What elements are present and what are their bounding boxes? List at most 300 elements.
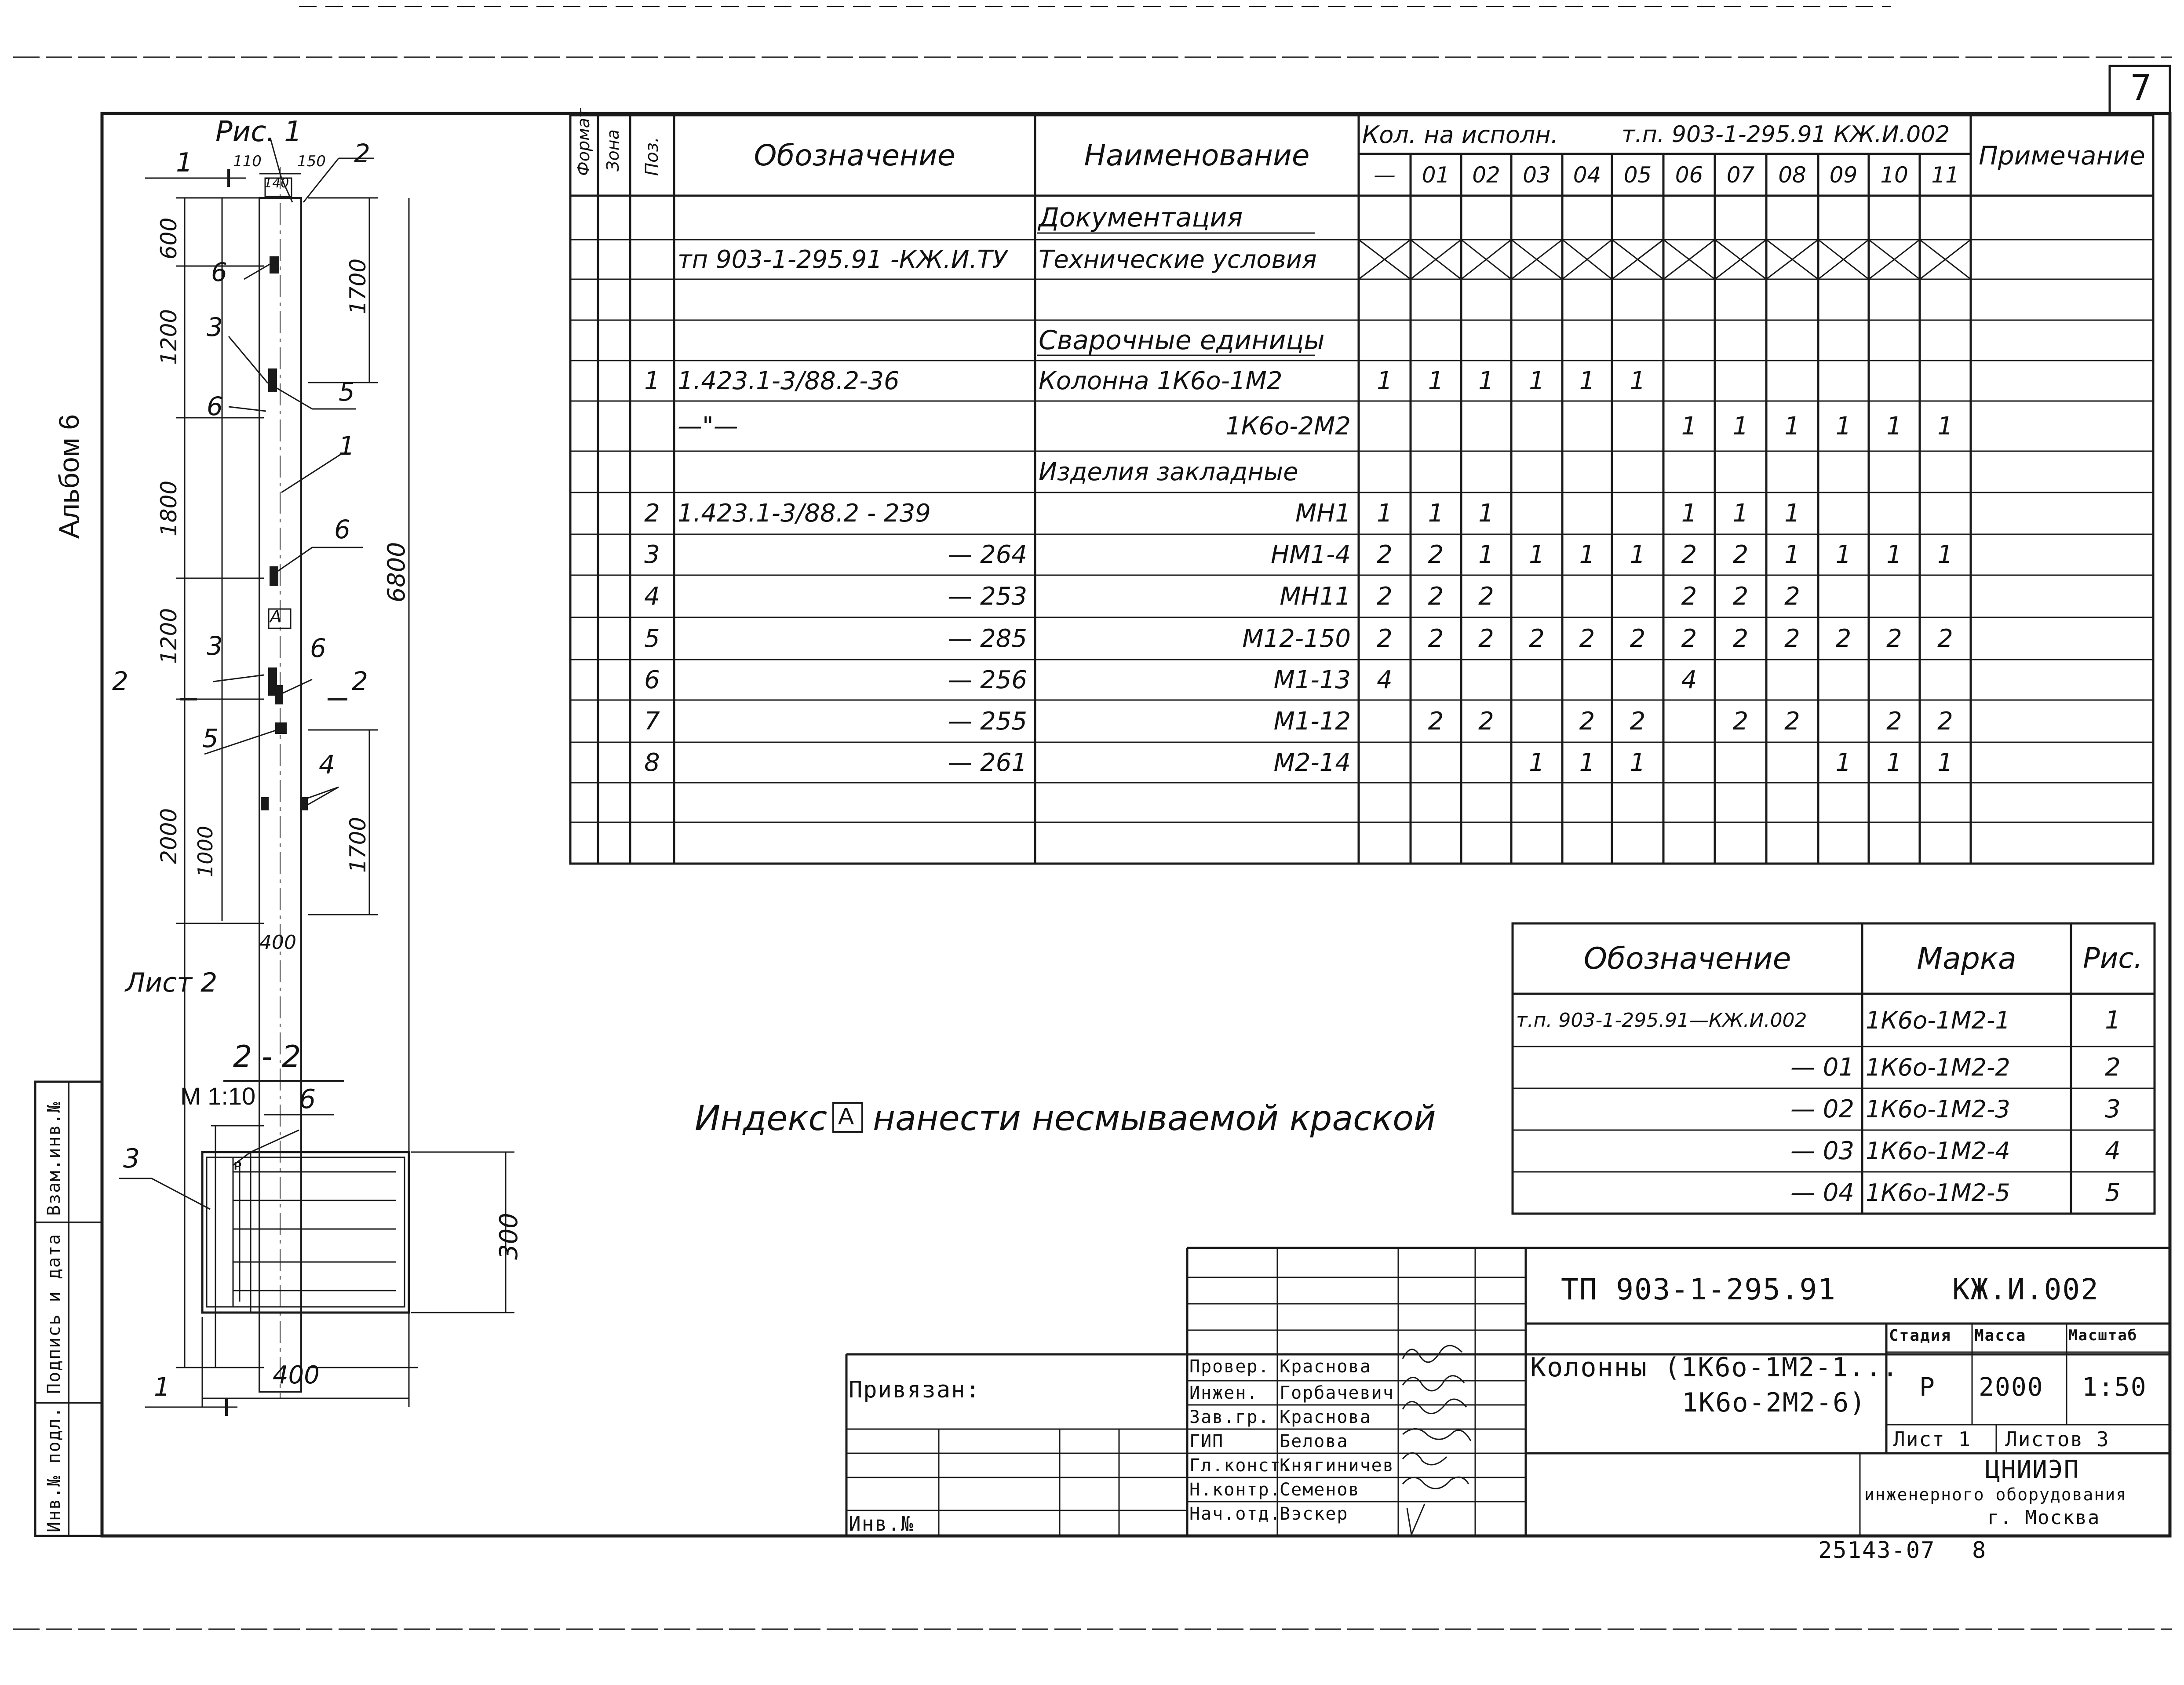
section22-title: 2 - 2 [233,1039,301,1074]
spec-row-designation [674,451,1035,492]
spec-row-name: Изделия закладные [1039,457,1298,486]
spec-row-qty [1511,240,1562,279]
spec-row-qty [1461,660,1511,700]
spec-row-qty: 1 [1681,499,1697,528]
exec-column-header: 10 [1880,162,1908,188]
spec-row-qty [1461,783,1511,822]
spec-row-qty [1715,320,1766,361]
spec-row-qty: 2 [1579,624,1595,653]
spec-row-qty: 2 [1886,624,1902,653]
spec-row-qty [1766,279,1818,320]
section22-scale: М 1:10 [180,1082,256,1110]
archive-suffix: 8 [1972,1537,1987,1564]
dim-1700-bottom: 1700 [345,817,371,873]
spec-row-qty: 1 [1529,366,1545,395]
spec-row-qty [1511,320,1562,361]
spec-row-qty [1461,320,1511,361]
section22-label-3: 3 [123,1143,140,1174]
spec-row-qty [1869,196,1920,240]
section22-drawing [119,1081,514,1407]
dim-140: 140 [264,175,289,191]
label-section-1-bottom: 1 [154,1372,170,1402]
spec-row-qty: 2 [1428,624,1444,653]
signer-role: Гл.конст. [1189,1455,1293,1476]
spec-row-qty [1818,700,1869,742]
spec-row-qty [1511,660,1562,700]
spec-row-qty [1663,783,1715,822]
dim-400: 400 [259,931,296,954]
spec-row-qty: 1 [1630,540,1646,569]
spec-row-qty [1612,279,1663,320]
label-pos-2-top: 2 [354,139,370,168]
spec-row-qty [1461,822,1511,864]
marks-row-designation: — 03 [1790,1137,1854,1165]
spec-row-qty: 2 [1428,707,1444,736]
marks-row-fig: 5 [2105,1178,2121,1207]
spec-row-qty [1715,822,1766,864]
spec-row-designation [674,196,1035,240]
spec-row-pos [630,451,674,492]
spec-row-qty [1359,401,1411,451]
spec-row-qty: 2 [1377,624,1393,653]
title-mass: 2000 [1979,1372,2044,1402]
spec-row-qty: 2 [1529,624,1545,653]
spec-row-qty [1612,196,1663,240]
marks-row-mark: 1К6о-1М2-3 [1866,1095,2010,1123]
spec-row-qty: 1 [1835,748,1852,777]
spec-row-qty [1920,492,1971,534]
spec-row-pos: 2 [644,499,660,528]
spec-row-qty: 1 [1732,499,1749,528]
title-project: ТП 903-1-295.91 [1561,1273,1837,1306]
spec-row-qty [1511,451,1562,492]
spec-row-qty: 2 [1579,707,1595,736]
title-inv-label: Инв.№ [849,1512,914,1535]
spec-row-qty: 2 [1478,582,1494,611]
title-sheets: Листов 3 [2005,1427,2110,1451]
spec-row-qty [1818,320,1869,361]
spec-row-name [1035,783,1359,822]
spec-row-qty [1359,822,1411,864]
spec-row-qty [1612,401,1663,451]
spec-row-name: Технические условия [1039,245,1317,274]
spec-row-name [1035,822,1359,864]
label-section-1-top: 1 [176,147,193,178]
spec-row-qty [1818,361,1869,401]
title-scale: 1:50 [2082,1372,2147,1402]
spec-row-qty: 2 [1681,624,1697,653]
label-pos-6-a: 6 [211,257,227,287]
spec-row-qty [1715,742,1766,783]
spec-row-qty [1715,660,1766,700]
title-org-3: г. Москва [1987,1506,2100,1529]
spec-row-qty: 2 [1732,540,1749,569]
spec-row-qty [1663,320,1715,361]
spec-row-qty [1869,783,1920,822]
label-pos-6-d: 6 [310,633,326,663]
stamp-inv-original: Инв.№ подл. [44,1406,64,1532]
dim-1200-bottom: 1200 [156,608,182,664]
exec-column-header: 11 [1931,162,1959,188]
spec-row-qty [1562,401,1612,451]
spec-row-qty: 1 [1428,499,1444,528]
spec-row-qty: 4 [1377,665,1393,694]
spec-row-qty: 2 [1784,624,1800,653]
signatures [1403,1346,1471,1535]
spec-row-pos [630,279,674,320]
spec-row-pos [630,783,674,822]
spec-header-designation: Обозначение [754,139,955,172]
spec-row-qty [1766,196,1818,240]
spec-row-qty: 2 [1937,707,1953,736]
spec-row-qty: 2 [1937,624,1953,653]
spec-row-qty [1359,240,1411,279]
spec-row-qty [1766,320,1818,361]
index-note-before: Индекс [695,1099,828,1138]
spec-row-qty: 1 [1886,748,1902,777]
spec-row-qty: 1 [1529,748,1545,777]
spec-row-qty: 2 [1681,582,1697,611]
spec-row-qty [1663,240,1715,279]
dim-150: 150 [297,153,326,170]
label-pos-5-b: 5 [202,723,219,753]
spec-row-qty [1612,822,1663,864]
spec-row-designation [674,320,1035,361]
spec-row-qty [1461,451,1511,492]
spec-row-qty [1663,742,1715,783]
signer-name: Белова [1280,1431,1349,1452]
spec-row-qty [1766,783,1818,822]
signer-name: Краснова [1280,1357,1371,1377]
spec-row-qty [1359,783,1411,822]
marks-header-fig: Рис. [2083,942,2143,975]
spec-header-qty-doc: т.п. 903-1-295.91 КЖ.И.002 [1622,121,1950,148]
spec-row-qty: 1 [1886,540,1902,569]
spec-row-qty: 1 [1478,499,1494,528]
spec-row-name: МН11 [1280,582,1351,611]
spec-row-qty [1461,196,1511,240]
label-section-2-right: 2 [352,666,368,696]
spec-row-qty [1511,492,1562,534]
spec-row-pos: 8 [644,748,660,777]
spec-row-qty [1562,575,1612,617]
spec-row-qty: 1 [1937,748,1953,777]
spec-row-name: МН1 [1295,499,1351,528]
spec-row-qty [1869,240,1920,279]
spec-header-zone: Зона [603,129,623,171]
spec-row-qty [1411,660,1461,700]
spec-row-qty: 2 [1428,582,1444,611]
spec-row-qty [1818,492,1869,534]
exec-column-header: 01 [1422,162,1450,188]
spec-row-pos: 6 [644,665,660,694]
spec-row-qty [1359,196,1411,240]
dim-1700-top: 1700 [345,258,371,314]
spec-row-qty [1411,279,1461,320]
spec-row-qty [1511,783,1562,822]
spec-row-designation: — 255 [948,707,1027,736]
spec-row-qty [1869,575,1920,617]
spec-row-qty: 1 [1937,540,1953,569]
spec-row-designation: — 253 [948,582,1027,611]
signer-name: Краснова [1280,1407,1371,1427]
spec-row-qty [1511,401,1562,451]
spec-row-qty [1766,660,1818,700]
marks-row-mark: 1К6о-1М2-2 [1866,1054,2010,1081]
spec-row-qty [1411,401,1461,451]
spec-row-qty [1920,575,1971,617]
spec-row-qty [1612,320,1663,361]
section22-rp: Р [234,1159,242,1172]
exec-column-header: 07 [1726,162,1755,188]
label-pos-1: 1 [339,431,355,461]
label-pos-3-a: 3 [207,312,223,342]
spec-row-qty: 1 [1784,499,1800,528]
spec-row-designation: — 261 [948,748,1027,777]
spec-row-qty [1511,700,1562,742]
signer-name: Вэскер [1280,1504,1349,1524]
spec-row-qty [1715,783,1766,822]
spec-row-qty [1612,240,1663,279]
marks-row-designation: — 01 [1790,1053,1854,1082]
spec-row-qty: 2 [1478,707,1494,736]
exec-column-header: 08 [1778,162,1806,188]
signer-role: Нач.отд. [1189,1504,1281,1524]
spec-row-name: Колонна 1К6о-1М2 [1039,366,1283,395]
spec-row-qty: 2 [1732,624,1749,653]
spec-row-qty [1818,783,1869,822]
marks-row-mark: 1К6о-1М2-1 [1866,1006,2010,1034]
label-pos-3-b: 3 [207,631,223,661]
spec-row-qty: 1 [1732,412,1749,441]
exec-column-header: 09 [1829,162,1858,188]
stamp-signature-date: Подпись и дата [44,1233,64,1394]
album-label: Альбом 6 [53,414,85,539]
stamp-replace-inv: Взам.инв.№ [44,1101,64,1216]
spec-row-qty [1411,451,1461,492]
spec-row-qty [1612,783,1663,822]
spec-header-note: Примечание [1979,140,2145,171]
spec-row-designation: — 285 [948,624,1027,653]
spec-row-qty: 2 [1732,582,1749,611]
spec-row-qty: 1 [1377,499,1393,528]
title-stage-label: Стадия [1889,1327,1952,1345]
signer-name: Горбачевич [1280,1383,1394,1403]
marks-row-mark: 1К6о-1М2-5 [1866,1179,2010,1207]
label-pos-5-a: 5 [339,377,355,407]
dim-1200-top: 1200 [156,309,182,365]
spec-row-qty [1411,240,1461,279]
spec-row-name [1035,279,1359,320]
spec-row-qty [1869,822,1920,864]
spec-row-qty [1411,783,1461,822]
title-line-1: Колонны (1К6о-1М2-1... [1530,1352,1899,1383]
signer-role: ГИП [1189,1431,1224,1452]
spec-row-designation: — 264 [948,540,1027,569]
title-sheet: Лист 1 [1893,1427,1972,1451]
exec-column-header: 06 [1675,162,1703,188]
signer-name: Семенов [1280,1480,1360,1500]
spec-row-qty [1869,320,1920,361]
spec-row-qty: 1 [1835,412,1852,441]
spec-row-designation: 1.423.1-3/88.2 - 239 [678,499,931,528]
spec-row-qty [1612,575,1663,617]
title-stage: Р [1919,1372,1936,1402]
spec-row-qty: 1 [1579,748,1595,777]
exec-column-header: 03 [1523,162,1551,188]
title-scale-label: Масштаб [2068,1327,2138,1344]
index-note-after: нанести несмываемой краской [873,1099,1436,1138]
spec-row-qty: 1 [1630,748,1646,777]
spec-row-designation: —"— [678,412,738,441]
spec-row-qty [1920,279,1971,320]
spec-row-qty [1663,196,1715,240]
spec-row-qty [1818,279,1869,320]
spec-row-qty [1359,700,1411,742]
spec-row-qty: 1 [1428,366,1444,395]
spec-row-qty [1461,240,1511,279]
marks-row-designation: т.п. 903-1-295.91—КЖ.И.002 [1516,1009,1807,1032]
spec-row-qty [1663,700,1715,742]
spec-row-pos [630,822,674,864]
spec-row-qty: 2 [1630,707,1646,736]
section22-dim-400: 400 [273,1361,320,1390]
spec-row-qty [1818,822,1869,864]
label-pos-4: 4 [319,750,335,780]
spec-header-pos: Поз. [642,137,662,176]
spec-row-qty [1461,401,1511,451]
dim-1000: 1000 [193,825,217,877]
spec-row-qty [1411,320,1461,361]
spec-row-qty: 2 [1835,624,1852,653]
spec-row-designation [674,783,1035,822]
spec-row-qty [1869,451,1920,492]
spec-row-qty [1920,240,1971,279]
spec-row-qty [1359,742,1411,783]
spec-row-qty [1663,361,1715,401]
spec-row-qty: 1 [1784,540,1800,569]
spec-row-qty [1920,320,1971,361]
marks-header-designation: Обозначение [1583,941,1791,976]
spec-row-qty [1411,196,1461,240]
spec-row-qty: 2 [1630,624,1646,653]
archive-number: 25143-07 [1818,1537,1936,1564]
spec-row-qty [1920,451,1971,492]
index-note-letter: А [838,1103,854,1130]
spec-row-name: М1-12 [1273,707,1351,736]
spec-row-qty [1562,783,1612,822]
spec-row-qty [1920,196,1971,240]
spec-row-qty: 2 [1681,540,1697,569]
spec-row-qty [1612,492,1663,534]
spec-row-designation: тп 903-1-295.91 -КЖ.И.ТУ [678,245,1007,274]
spec-row-qty: 2 [1732,707,1749,736]
marks-row-fig: 4 [2105,1137,2121,1165]
spec-row-qty [1869,279,1920,320]
spec-row-qty [1612,660,1663,700]
spec-row-qty: 2 [1784,707,1800,736]
spec-row-qty [1818,196,1869,240]
dim-600: 600 [156,217,182,259]
spec-row-qty [1715,279,1766,320]
marks-row-fig: 1 [2105,1006,2121,1035]
spec-row-pos: 3 [644,540,660,569]
spec-header-name: Наименование [1084,139,1310,172]
spec-row-pos: 7 [644,707,660,736]
spec-row-qty [1359,279,1411,320]
spec-row-qty [1715,451,1766,492]
spec-row-qty [1461,279,1511,320]
spec-row-qty: 1 [1937,412,1953,441]
label-section-2-left: 2 [112,666,128,696]
spec-row-qty [1562,279,1612,320]
spec-row-qty [1663,451,1715,492]
dim-6800: 6800 [383,542,410,602]
marks-row-fig: 3 [2105,1095,2121,1123]
spec-row-pos [630,196,674,240]
spec-row-name: 1К6о-2М2 [1225,412,1351,441]
spec-row-qty [1869,361,1920,401]
spec-row-qty: 2 [1478,624,1494,653]
title-org-2: инженерного оборудования [1864,1485,2127,1504]
spec-row-qty [1562,492,1612,534]
spec-row-name: НМ1-4 [1271,540,1351,569]
spec-row-pos [630,240,674,279]
spec-row-qty: 4 [1681,665,1697,694]
spec-row-qty [1818,240,1869,279]
spec-header-qty-prefix: Кол. на исполн. [1362,120,1558,149]
dim-1800: 1800 [156,480,182,536]
spec-row-qty [1461,742,1511,783]
spec-row-qty: 1 [1478,540,1494,569]
figure1-sheet-ref: Лист 2 [125,967,218,998]
spec-row-qty [1766,822,1818,864]
title-doc-code: КЖ.И.002 [1952,1273,2099,1306]
spec-row-pos [630,401,674,451]
label-pos-6-c: 6 [334,514,350,544]
dim-110: 110 [233,153,262,170]
spec-row-qty [1818,451,1869,492]
spec-row-qty [1562,822,1612,864]
marks-header-mark: Марка [1917,941,2016,976]
signer-role: Зав.гр. [1189,1407,1270,1427]
spec-row-qty [1562,240,1612,279]
spec-row-qty: 1 [1835,540,1852,569]
spec-row-qty: 2 [1784,582,1800,611]
spec-row-qty: 1 [1377,366,1393,395]
title-mass-label: Масса [1974,1327,2027,1345]
spec-row-name: М2-14 [1273,748,1351,777]
spec-row-qty [1663,822,1715,864]
spec-row-name: Сварочные единицы [1039,325,1325,356]
spec-row-qty [1920,361,1971,401]
spec-row-qty [1562,320,1612,361]
spec-header-format: Формат [574,108,593,176]
spec-row-qty [1663,279,1715,320]
spec-row-qty: 1 [1579,540,1595,569]
spec-row-name: М1-13 [1273,665,1351,694]
spec-row-qty [1715,361,1766,401]
exec-column-header: 04 [1573,162,1601,188]
spec-row-qty [1869,660,1920,700]
title-attached-label: Привязан: [849,1377,981,1403]
spec-row-designation: 1.423.1-3/88.2-36 [678,366,900,395]
spec-row-qty [1715,196,1766,240]
index-letter-fig1: А [270,607,281,626]
signer-role: Инжен. [1189,1383,1258,1403]
marks-row-designation: — 04 [1790,1178,1854,1207]
spec-row-name: Документация [1039,202,1243,233]
